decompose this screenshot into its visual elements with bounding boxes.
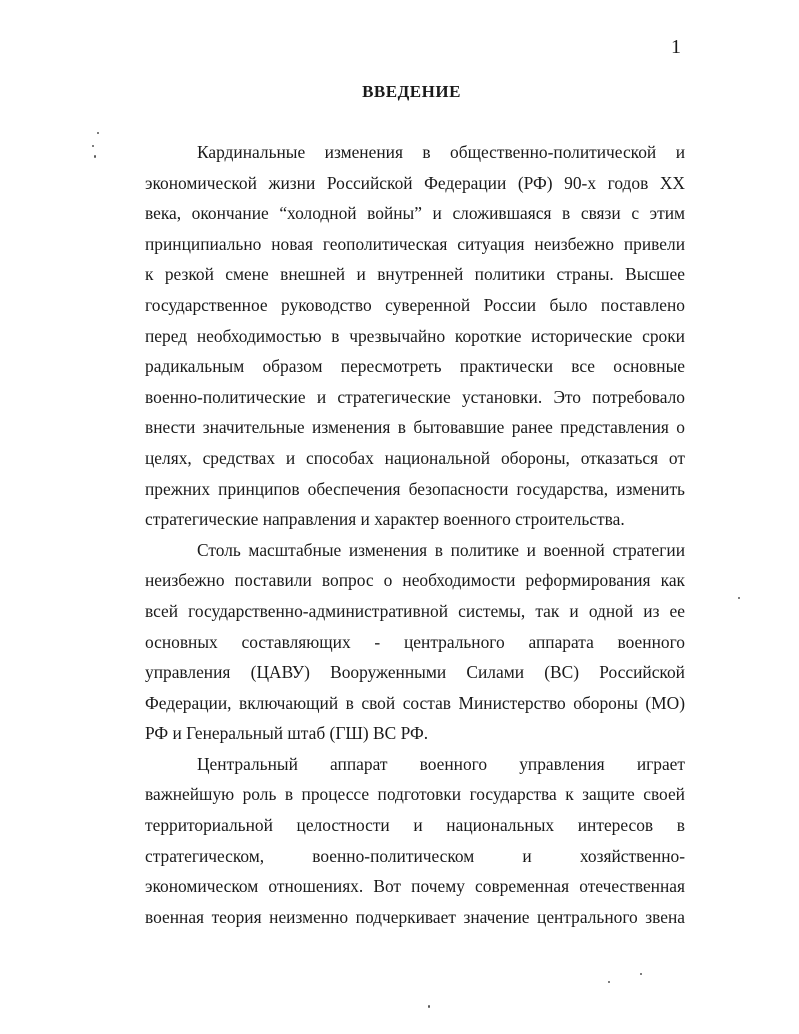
text-line: радикальным образом пересмотреть практически все основные: [145, 356, 685, 377]
text-line: основных составляющих - центрального аппарата военного: [145, 631, 685, 652]
scan-speck: [428, 1005, 430, 1008]
text-line: важнейшую роль в процессе подготовки государства к защите своей: [145, 784, 685, 805]
text-line: управления (ЦАВУ) Вооруженными Силами (ВС) Российской: [145, 662, 685, 683]
paragraph-2: [145, 535, 685, 749]
text-line: Кардинальные изменения в общественно-политической и: [197, 142, 685, 162]
text-line: всей государственно-административной системы, так и одной из ее: [145, 600, 685, 621]
text-line: РФ и Генеральный штаб (ГШ) ВС РФ.: [145, 723, 429, 744]
text-line: территориальной целостности и национальных интересов в: [145, 815, 685, 836]
text-line: внести значительные изменения в бытовавшие ранее представления о: [145, 417, 685, 438]
text-line: прежних принципов обеспечения безопасности государства, изменить: [145, 478, 685, 499]
text-line: Центральный аппарат военного управления играет: [197, 753, 685, 774]
text-line: к резкой смене внешней и внутренней политики страны. Высшее: [145, 264, 685, 285]
text-line: экономической жизни Российской Федерации (РФ) 90-х годов XX: [145, 172, 685, 193]
text-line: принципиально новая геополитическая ситуация неизбежно привели: [145, 233, 685, 254]
text-line: военно-политические и стратегические установки. Это потребовало: [145, 386, 685, 407]
scan-speck: [92, 145, 94, 147]
scan-speck: [608, 981, 610, 983]
scan-speck: [94, 155, 96, 158]
scan-speck: [97, 132, 99, 134]
body-text: [145, 137, 685, 932]
text-line: военная теория неизменно подчеркивает значение центрального звена: [145, 906, 685, 927]
text-line: целях, средствах и способах национальной обороны, отказаться от: [145, 447, 685, 468]
text-line: государственное руководство суверенной России было поставлено: [145, 294, 685, 315]
text-line: века, окончание “холодной войны” и сложившаяся в связи с этим: [145, 203, 685, 224]
scan-speck: [640, 973, 642, 975]
text-line: Федерации, включающий в свой состав Министерство обороны (МО): [145, 692, 685, 713]
text-line: экономическом отношениях. Вот почему современная отечественная: [145, 876, 685, 897]
page-title: ВВЕДЕНИЕ: [362, 82, 461, 101]
text-line: стратегические направления и характер военного строительства.: [145, 509, 625, 530]
scan-speck: [738, 597, 740, 599]
paragraph-1: [145, 137, 685, 535]
text-line: стратегическом, военно-политическом и хозяйственно-: [145, 845, 685, 866]
text-line: перед необходимостью в чрезвычайно короткие исторические сроки: [145, 325, 685, 346]
paragraph-3: [145, 749, 685, 933]
page-number: 1: [671, 36, 681, 58]
text-line: неизбежно поставили вопрос о необходимости реформирования как: [145, 570, 685, 591]
text-line: Столь масштабные изменения в политике и военной стратегии: [197, 539, 685, 560]
